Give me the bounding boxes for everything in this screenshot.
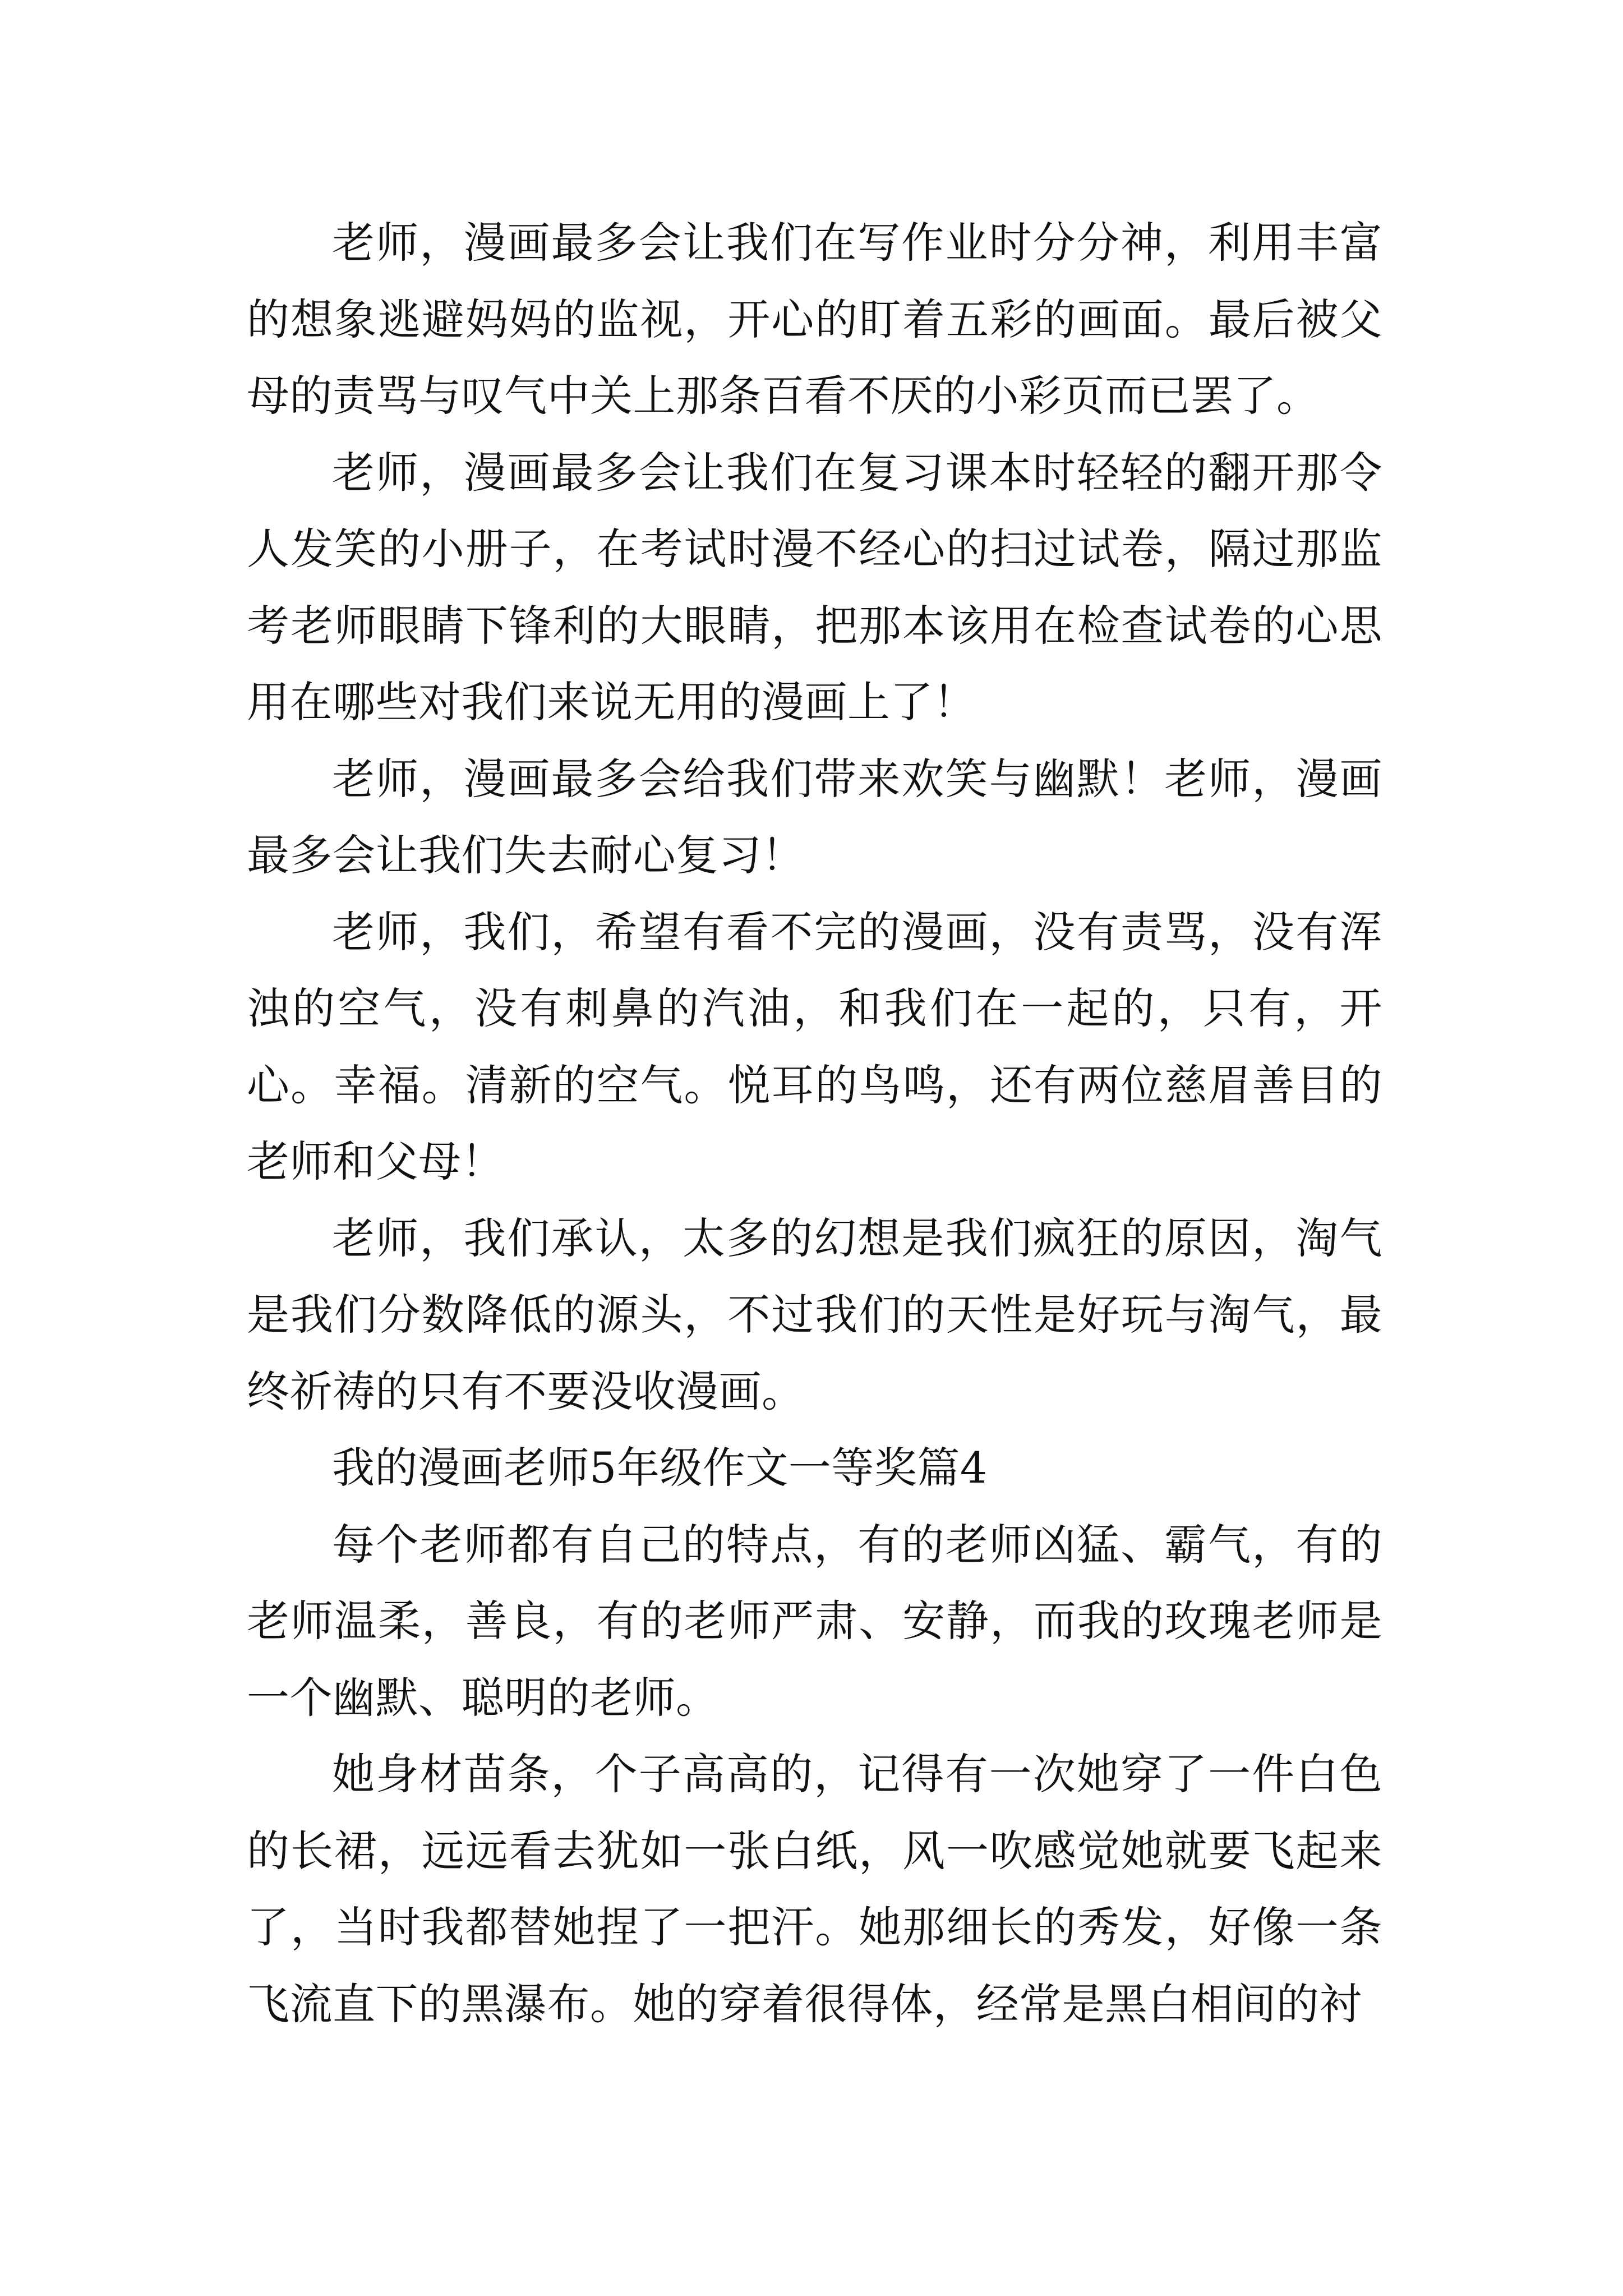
paragraph: 老师，我们承认，太多的幻想是我们疯狂的原因，淘气是我们分数降低的源头，不过我们的天性是好玩与淘气，最终祈祷的只有不要没收漫画。 bbox=[247, 1213, 1382, 1416]
paragraph: 每个老师都有自己的特点，有的老师凶猛、霸气，有的老师温柔，善良，有的老师严肃、安静，而我的玫瑰老师是一个幽默、聪明的老师。 bbox=[247, 1519, 1382, 1723]
paragraph: 老师，漫画最多会给我们带来欢笑与幽默！老师，漫画最多会让我们失去耐心复习！ bbox=[247, 753, 1382, 880]
paragraph: 她身材苗条，个子高高的，记得有一次她穿了一件白色的长裙，远远看去犹如一张白纸，风一吹感觉她就要飞起来了，当时我都替她捏了一把汗。她那细长的秀发，好像一条飞流直下的黑瀑布。她的穿着很得体，经常是黑白相间的衬 bbox=[247, 1749, 1382, 2029]
section-heading: 我的漫画老师5年级作文一等奖篇4 bbox=[332, 1443, 988, 1493]
paragraph: 老师，漫画最多会让我们在写作业时分分神，利用丰富的想象逃避妈妈的监视，开心的盯着五彩的画面。最后被父母的责骂与叹气中关上那条百看不厌的小彩页而已罢了。 bbox=[247, 218, 1382, 421]
document-body bbox=[247, 205, 1382, 2042]
paragraph: 老师，漫画最多会让我们在复习课本时轻轻的翻开那令人发笑的小册子，在考试时漫不经心的扫过试卷，隔过那监考老师眼睛下锋利的大眼睛，把那本该用在检查试卷的心思用在哪些对我们来说无用的漫画上了！ bbox=[247, 447, 1382, 727]
paragraph: 老师，我们，希望有看不完的漫画，没有责骂，没有浑浊的空气，没有刺鼻的汽油，和我们在一起的，只有，开心。幸福。清新的空气。悦耳的鸟鸣，还有两位慈眉善目的老师和父母！ bbox=[247, 907, 1382, 1186]
